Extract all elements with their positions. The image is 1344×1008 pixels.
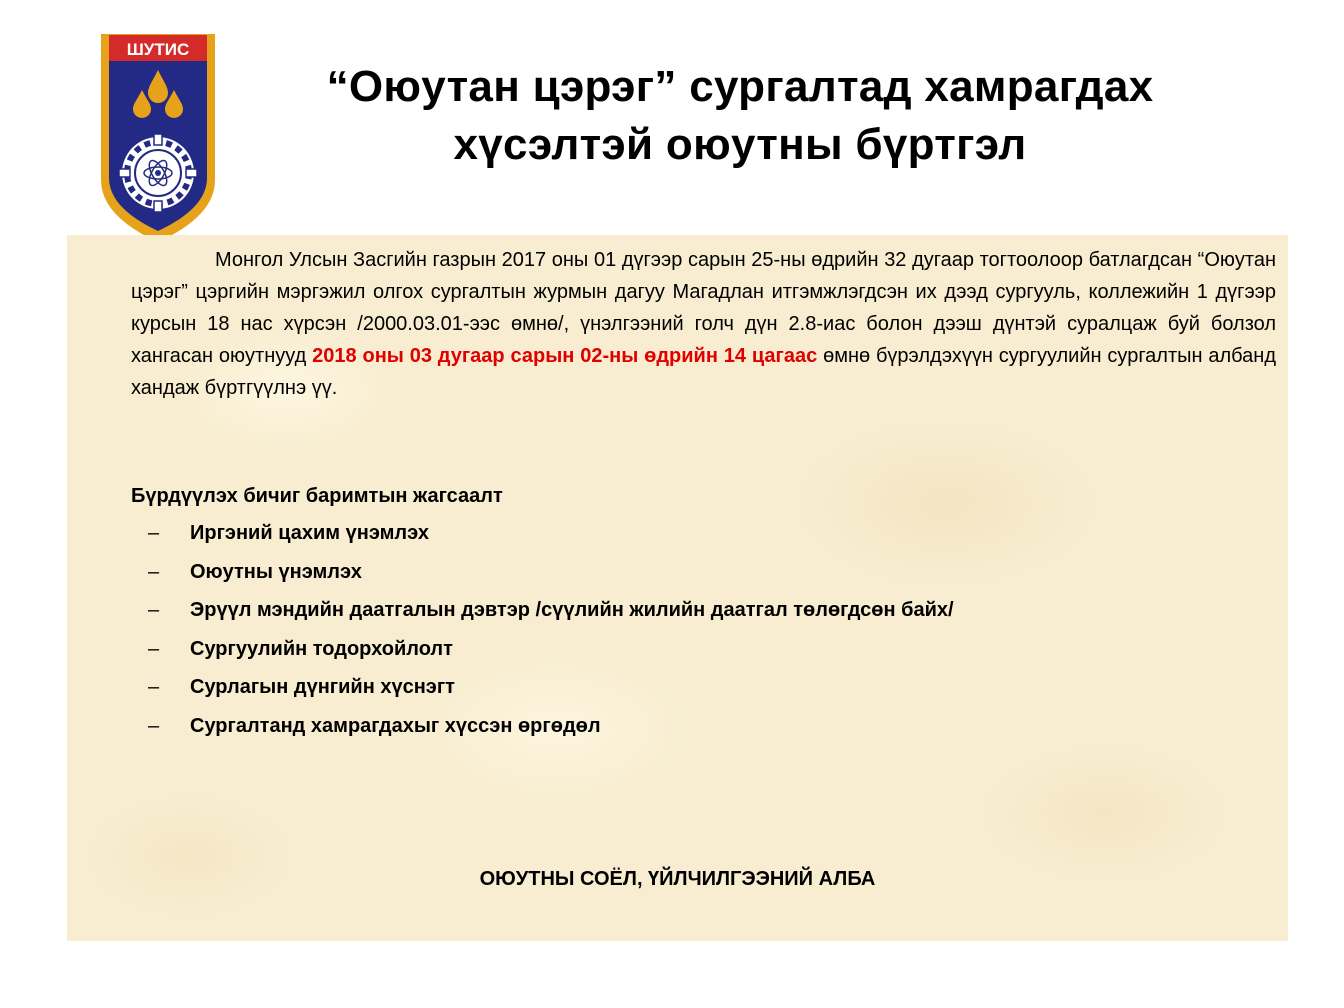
list-item	[148, 518, 954, 557]
list-item	[148, 672, 954, 711]
intro-text-1: Монгол Улсын Засгийн газрын 2017 оны 01 дүгээр сарын 25-ны өдрийн 32 дугаар тогтоолоор батлагдсан “Оюутан цэрэг” цэргийн мэргэжил олгох сургалтын журмын дагуу Магадлан итгэмжлэгдсэн их дээд сургууль, коллежийн 1 дүгээр курсын 18 нас хүрсэн /2000.03.01-ээс өмнө/, үнэлгээний голч дүн 2.8-иас болон дээш дүнтэй суралцаж буй болзол хангасан оюутнууд	[131, 249, 1276, 367]
deadline-highlight: 2018 оны 03 дугаар сарын 02-ны өдрийн 14 цагаас	[312, 345, 818, 367]
documents-list-title: Бүрдүүлэх бичиг баримтын жагсаалт	[131, 485, 503, 507]
list-item	[148, 634, 954, 673]
shutis-logo	[99, 30, 217, 244]
bullet-dash: –	[148, 714, 160, 737]
list-item-text: Иргэний цахим үнэмлэх	[190, 522, 430, 544]
bullet-dash: –	[148, 676, 160, 698]
footer-signature: ОЮУТНЫ СОЁЛ, ҮЙЛЧИЛГЭЭНИЙ АЛБА	[479, 868, 876, 890]
bullet-dash: –	[148, 599, 160, 621]
title-line-2: хүсэлтэй оюутны бүртгэл	[453, 120, 1027, 169]
bullet-dash: –	[148, 522, 160, 544]
page-title	[230, 58, 1250, 174]
intro-text-2: өмнө бүрэлдэхүүн сургуулийн сургалтын албанд хандаж бүртгүүлнэ үү.	[131, 345, 1277, 399]
logo-text: ШУТИС	[126, 40, 190, 59]
list-item	[148, 711, 954, 750]
intro-paragraph	[131, 244, 1276, 404]
bullet-dash: –	[148, 637, 160, 660]
list-item	[148, 595, 954, 634]
bullet-dash: –	[148, 560, 160, 583]
title-line-1: “Оюутан цэрэг” сургалтад хамрагдах	[326, 62, 1154, 111]
list-item	[148, 557, 954, 596]
list-item-text: Оюутны үнэмлэх	[190, 560, 362, 583]
list-item-text: Сургуулийн тодорхойлолт	[190, 637, 453, 660]
list-item-text: Сурлагын дүнгийн хүснэгт	[190, 676, 455, 698]
list-item-text: Сургалтанд хамрагдахыг хүссэн өргөдөл	[190, 714, 601, 737]
documents-list	[148, 518, 954, 749]
list-item-text: Эрүүл мэндийн даатгалын дэвтэр /сүүлийн жилийн даатгал төлөгдсөн байх/	[190, 599, 954, 621]
